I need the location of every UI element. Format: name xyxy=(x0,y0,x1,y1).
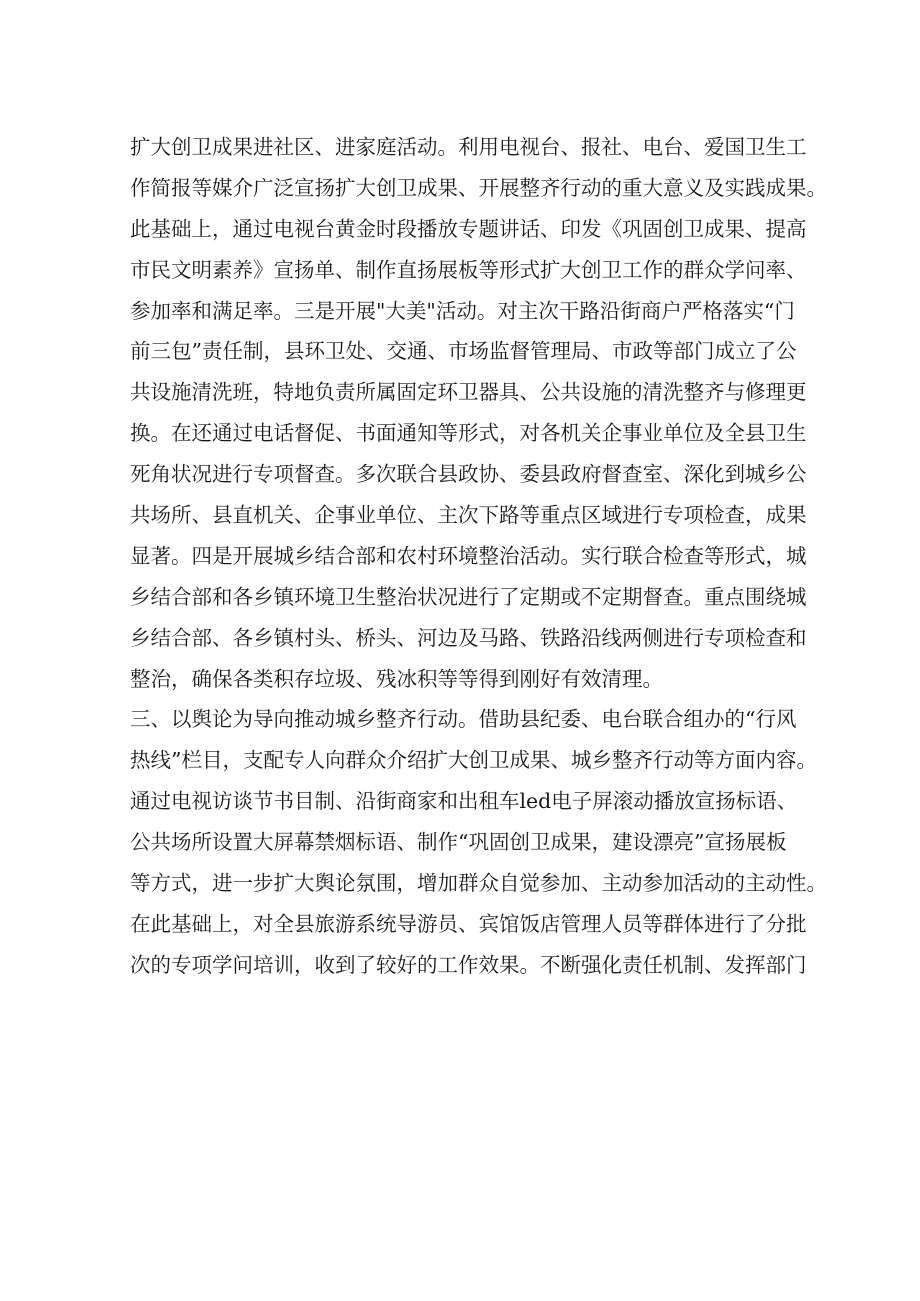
text-line: 乡结合部、各乡镇村头、桥头、河边及马路、铁路沿线两侧进行专项检查和 xyxy=(130,625,807,650)
text-line: 市民文明素养》宣扬单、制作直扬展板等形式扩大创卫工作的群众学问率、 xyxy=(130,257,807,282)
text-line: 等方式，进一步扩大舆论氛围，增加群众自觉参加、主动参加活动的主动性。 xyxy=(130,871,827,896)
text-line: 通过电视访谈节书目制、沿街商家和出租车led电子屏滚动播放宣扬标语、 xyxy=(130,789,798,814)
text-line: 死角状况进行专项督查。多次联合县政协、委县政府督查室、深化到城乡公 xyxy=(130,462,807,487)
text-line: 整治，确保各类积存垃圾、残冰积等等得到刚好有效清理。 xyxy=(130,666,663,691)
text-line: 此基础上，通过电视台黄金时段播放专题讲话、印发《巩固创卫成果、提高 xyxy=(130,216,807,241)
text-line: 在此基础上，对全县旅游系统导游员、宾馆饭店管理人员等群体进行了分批 xyxy=(130,911,807,936)
text-line: 参加率和满足率。三是开展"大美"活动。对主次干路沿街商户严格落实“门 xyxy=(130,298,795,323)
text-line: 热线”栏目，支配专人向群众介绍扩大创卫成果、城乡整齐行动等方面内容。 xyxy=(130,748,817,773)
text-line: 公共场所设置大屏幕禁烟标语、制作“巩固创卫成果，建设漂亮”宣扬展板 xyxy=(130,830,787,855)
text-line: 共设施清洗班，特地负责所属固定环卫器具、公共设施的清洗整齐与修理更 xyxy=(130,380,807,405)
text-line: 换。在还通过电话督促、书面通知等形式，对各机关企事业单位及全县卫生 xyxy=(130,421,807,446)
text-line: 作简报等媒介广泛宣扬扩大创卫成果、开展整齐行动的重大意义及实践成果。 xyxy=(130,175,827,200)
text-line: 显著。四是开展城乡结合部和农村环境整治活动。实行联合检查等形式，城 xyxy=(130,543,807,568)
text-line: 前三包”责任制，县环卫处、交通、市场监督管理局、市政等部门成立了公 xyxy=(130,339,797,364)
text-line: 扩大创卫成果进社区、进家庭活动。利用电视台、报社、电台、爱国卫生工 xyxy=(130,135,807,159)
text-line: 次的专项学问培训，收到了较好的工作效果。不断强化责任机制、发挥部门 xyxy=(130,952,807,977)
body-text xyxy=(130,127,827,986)
section-heading-line: 三、以舆论为导向推动城乡整齐行动。借助县纪委、电台联合组办的“行风 xyxy=(130,707,797,732)
text-line: 共场所、县直机关、企事业单位、主次下路等重点区域进行专项检查，成果 xyxy=(130,503,807,528)
text-line: 乡结合部和各乡镇环境卫生整治状况进行了定期或不定期督查。重点围绕城 xyxy=(130,584,807,609)
